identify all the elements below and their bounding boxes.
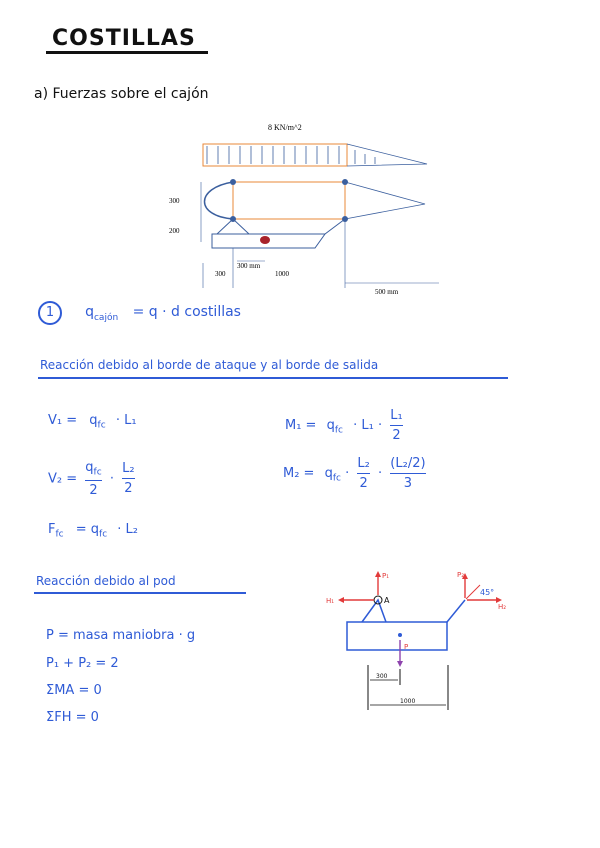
- wing-box-diagram: [155, 118, 441, 296]
- eq-v2: V₂ = $\frac{q_{fc}}{2}$ · $\frac{\text{L₂}}{2}$: [48, 460, 135, 498]
- dim-300: 300: [215, 270, 226, 278]
- pod-fbd: [320, 565, 520, 715]
- eq-m1: $M_1 = q_{fc} \cdot L_1$ · $\frac{\text{L₁}}{2}$: [285, 408, 403, 443]
- angle-label: 45°: [480, 588, 495, 597]
- eq-p: P = masa maniobra · g: [46, 628, 196, 643]
- reaction2-underline: [34, 592, 246, 594]
- leading-edge: [205, 182, 234, 219]
- title-underline: [46, 51, 208, 54]
- dim-500mm: 500 mm: [375, 288, 399, 296]
- weight-label: P: [404, 643, 409, 651]
- p1-label: P₁: [382, 572, 390, 580]
- dim-large: 1000: [400, 698, 416, 705]
- h2-label: H₂: [498, 603, 507, 611]
- eq-sum-moments: ΣMA = 0: [46, 683, 102, 698]
- load-label: 8 KN/m^2: [268, 123, 302, 132]
- dim-1000: 1000: [275, 270, 289, 278]
- dim-small: 300: [376, 673, 388, 680]
- step-1-lhs: $q_{cajón}$: [85, 304, 119, 323]
- load-arrows: [207, 146, 375, 164]
- step-number: 1: [38, 301, 62, 325]
- load-box: [203, 144, 347, 166]
- p2-label: P₂: [457, 571, 465, 579]
- dim-300-v: 300: [169, 197, 180, 205]
- pod-body: [347, 622, 447, 650]
- cg-marker: [260, 236, 270, 244]
- reaction1-heading: Reacción debido al borde de ataque y al borde de salida: [40, 358, 379, 372]
- section-a-heading: a) Fuerzas sobre el cajón: [34, 86, 209, 102]
- wing-box-figure: [155, 118, 441, 296]
- reaction2-heading: Reacción debido al pod: [36, 574, 176, 588]
- reaction1-underline: [38, 377, 508, 379]
- pod-fbd-diagram: [320, 565, 520, 715]
- eq-f: $F_{fc} = q_{fc} \cdot L_2$: [48, 522, 139, 540]
- eq-p-sum: P₁ + P₂ = 2: [46, 656, 119, 671]
- wing-box: [233, 182, 345, 219]
- svg-text:A: A: [384, 596, 390, 605]
- eq-v1: $V_1 = q_{fc} \cdot L_1$: [48, 413, 137, 431]
- page-title: COSTILLAS: [52, 26, 196, 51]
- dim-300mm: 300 mm: [237, 262, 261, 270]
- dim-200-v: 200: [169, 227, 180, 235]
- h1-label: H₁: [326, 597, 335, 605]
- eq-m2: $M_2 = q_{fc}$ · $\frac{\text{L₂}}{2}$ · $\frac{\text{(L₂/2)}}{3}$: [283, 456, 426, 491]
- step-1-rhs: = q · d costillas: [132, 304, 241, 320]
- step-1-row: [38, 301, 241, 325]
- eq-sum-forces: ΣFH = 0: [46, 710, 99, 725]
